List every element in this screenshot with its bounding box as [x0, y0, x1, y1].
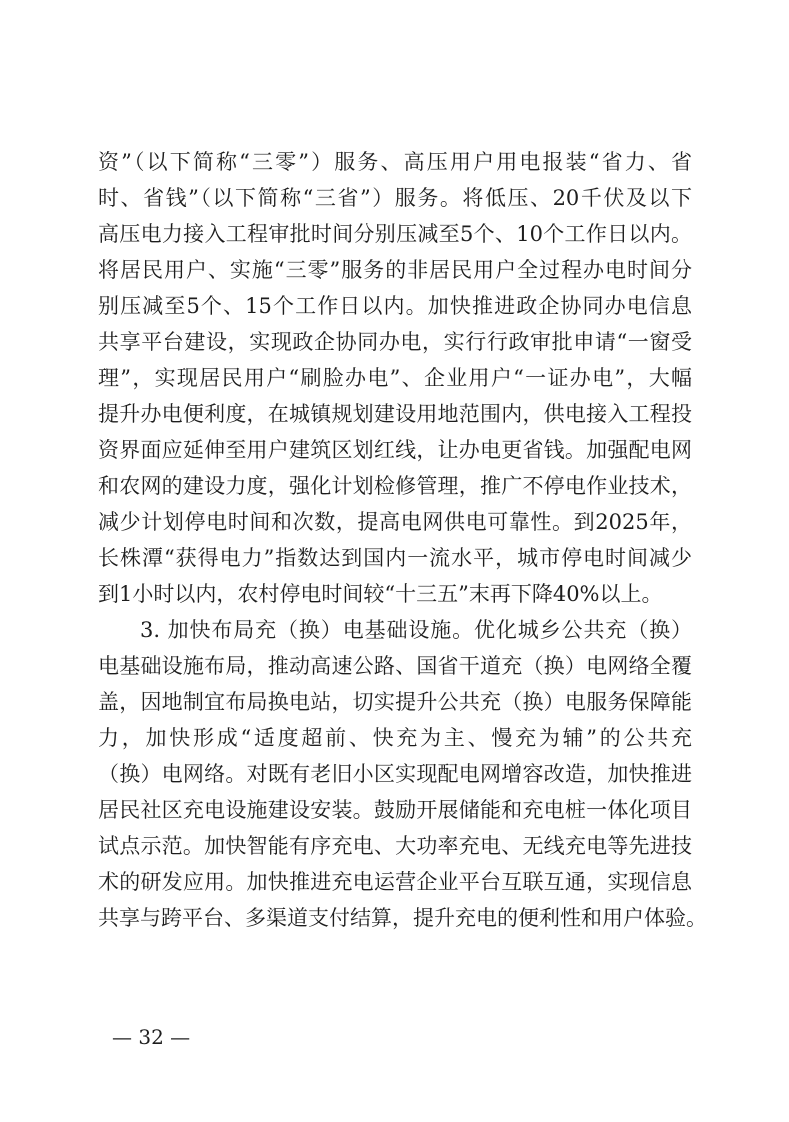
- text-line: 长株潭“获得电力”指数达到国内一流水平，城市停电时间减少: [98, 546, 692, 570]
- text-line: 术的研发应用。加快推进充电运营企业平台互联互通，实现信息: [98, 870, 692, 894]
- text-line: 别压减至5个、15个工作日以内。加快推进政企协同办电信息: [98, 294, 692, 318]
- text-line: 和农网的建设力度，强化计划检修管理，推广不停电作业技术，: [98, 474, 692, 498]
- text-line: 盖，因地制宜布局换电站，切实提升公共充（换）电服务保障能: [98, 690, 692, 714]
- body-text: [98, 144, 707, 936]
- text-line: 减少计划停电时间和次数，提高电网供电可靠性。到2025年，: [98, 510, 692, 534]
- paragraph-heading-line: 3. 加快布局充（换）电基础设施。优化城乡公共充（换）: [140, 618, 692, 642]
- text-line: 共享与跨平台、多渠道支付结算，提升充电的便利性和用户体验。: [98, 906, 707, 930]
- text-line: 理”，实现居民用户“刷脸办电”、企业用户“一证办电”，大幅: [98, 366, 692, 390]
- text-line: 电基础设施布局，推动高速公路、国省干道充（换）电网络全覆: [98, 654, 692, 678]
- text-line: 资”（以下简称“三零”）服务、高压用户用电报装“省力、省: [98, 150, 692, 174]
- text-line: 试点示范。加快智能有序充电、大功率充电、无线充电等先进技: [98, 834, 692, 858]
- text-line: 力，加快形成“适度超前、快充为主、慢充为辅”的公共充: [98, 726, 692, 750]
- text-line: 将居民用户、实施“三零”服务的非居民用户全过程办电时间分: [98, 258, 692, 282]
- page-number: — 32 —: [112, 1025, 191, 1049]
- text-line: 提升办电便利度，在城镇规划建设用地范围内，供电接入工程投: [98, 402, 692, 426]
- text-line: 居民社区充电设施建设安装。鼓励开展储能和充电桩一体化项目: [98, 798, 692, 822]
- text-line: 到1小时以内，农村停电时间较“十三五”末再下降40%以上。: [98, 582, 663, 606]
- text-line: 时、省钱”（以下简称“三省”）服务。将低压、20千伏及以下: [98, 186, 692, 210]
- text-line: 共享平台建设，实现政企协同办电，实行行政审批申请“一窗受: [98, 330, 692, 354]
- text-line: （换）电网络。对既有老旧小区实现配电网增容改造，加快推进: [98, 762, 692, 786]
- text-line: 高压电力接入工程审批时间分别压减至5个、10个工作日以内。: [98, 222, 692, 246]
- text-line: 资界面应延伸至用户建筑区划红线，让办电更省钱。加强配电网: [98, 438, 692, 462]
